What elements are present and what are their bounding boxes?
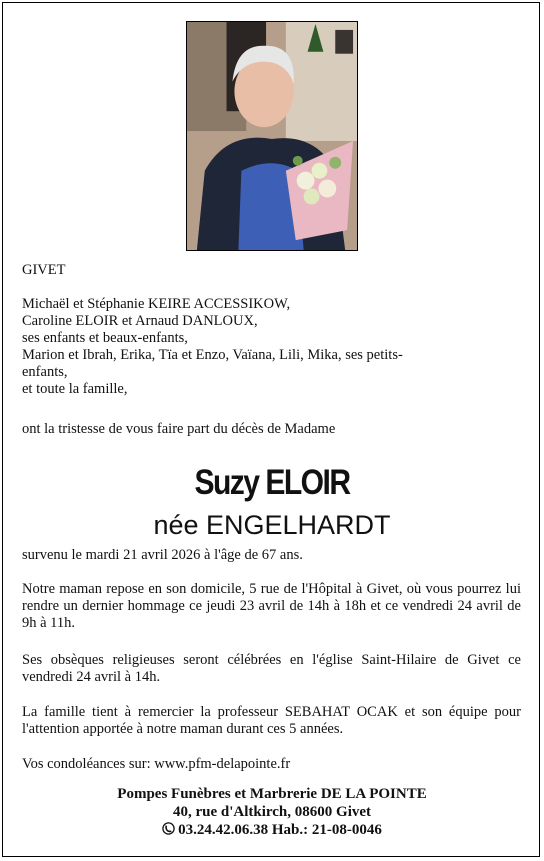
phone-icon xyxy=(162,822,175,835)
deceased-name: Suzy ELOIR xyxy=(194,463,350,502)
date-of-death: survenu le mardi 21 avril 2026 à l'âge de 67 ans. xyxy=(22,547,303,563)
family-line: ses enfants et beaux-enfants, xyxy=(22,330,188,346)
condolences-text: Vos condoléances sur: www.pfm-delapointe.fr xyxy=(22,756,291,772)
thanks-paragraph: La famille tient à remercier la professeur SEBAHAT OCAK et son équipe pour l'attention apportée à notre maman durant ces 5 années. xyxy=(22,704,521,737)
maiden-name: née ENGELHARDT xyxy=(153,510,391,540)
family-line: Caroline ELOIR et Arnaud DANLOUX, xyxy=(22,313,258,329)
family-line: Marion et Ibrah, Erika, Tïa et Enzo, Vaïana, Lili, Mika, ses petits- xyxy=(22,347,403,363)
family-list xyxy=(22,296,521,398)
funeral-home-phone xyxy=(0,821,544,839)
family-line: Michaël et Stéphanie KEIRE ACCESSIKOW, xyxy=(22,296,291,312)
funeral-home-name: Pompes Funèbres et Marbrerie DE LA POINTE xyxy=(117,786,427,802)
family-line: enfants, xyxy=(22,364,68,380)
portrait-photo xyxy=(186,21,358,251)
announcement-text: ont la tristesse de vous faire part du décès de Madame xyxy=(22,421,336,437)
location-heading: GIVET xyxy=(22,262,66,278)
funeral-home-address: 40, rue d'Altkirch, 08600 Givet xyxy=(172,804,372,820)
phone-number: 03.24.42.06.38 Hab.: 21-08-0046 xyxy=(178,822,382,838)
family-line: et toute la famille, xyxy=(22,381,128,397)
funeral-paragraph: Ses obsèques religieuses seront célébrées en l'église Saint-Hilaire de Givet ce vendredi 24 avril à 14h. xyxy=(22,652,521,685)
visitation-paragraph: Notre maman repose en son domicile, 5 rue de l'Hôpital à Givet, où vous pourrez lui rendre un dernier hommage ce jeudi 23 avril de 14h à 18h et ce vendredi 24 avril de 9h à 11h. xyxy=(22,581,521,631)
